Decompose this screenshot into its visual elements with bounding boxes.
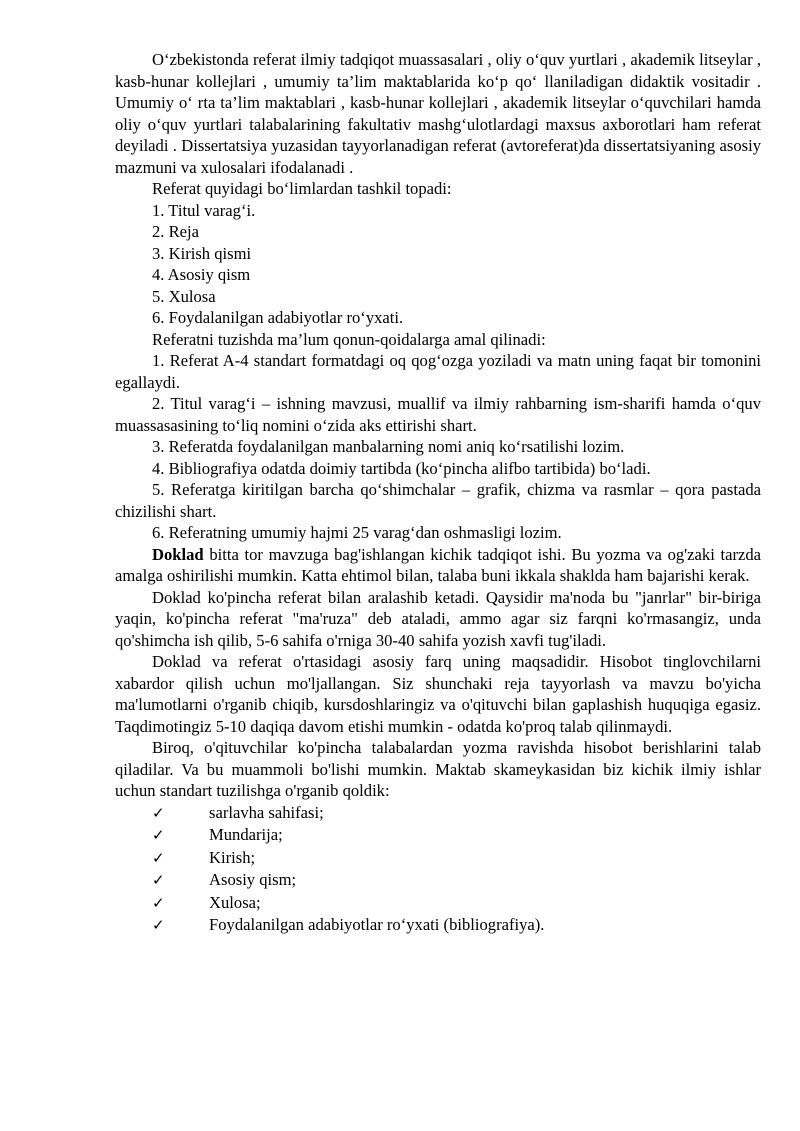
list-item: 6. Referatning umumiy hajmi 25 varag‘dan oshmasligi lozim.: [152, 523, 562, 542]
list-item: 1. Titul varag‘i.: [152, 200, 256, 220]
sections-list: [115, 200, 761, 329]
doklad-definition: [115, 544, 761, 587]
list-item: 1. Referat A-4 standart formatdagi oq qog‘ozga yoziladi va matn uning faqat bir tomonini egallaydi.: [115, 351, 761, 392]
list-item: [115, 914, 761, 937]
checklist-text: Foydalanilgan adabiyotlar ro‘yxati (bibliografiya).: [209, 915, 545, 934]
checklist-text: Xulosa;: [209, 892, 261, 912]
structure-checklist: [115, 802, 761, 937]
list-item: 5. Xulosa: [152, 286, 216, 306]
list-item: [115, 869, 761, 892]
list-item: 4. Bibliografiya odatda doimiy tartibda (ko‘pincha alifbo tartibida) bo‘ladi.: [152, 458, 651, 478]
list-item: 2. Reja: [152, 222, 200, 241]
rules-intro: Referatni tuzishda ma’lum qonun-qoidalarga amal qilinadi:: [152, 329, 546, 349]
intro-paragraph: O‘zbekistonda referat ilmiy tadqiqot muassasalari , oliy o‘quv yurtlari , akademik litseylar , kasb-hunar kollejlari , umumiy ta’lim maktablarida ko‘p qo‘ llaniladigan didaktik vositadir . Umumiy o‘ rta ta’lim maktablari , kasb-hunar kollejlari , akademik litseylar o‘quvchilari hamda oliy o‘quv yurtlari talabalarining fakultativ mashg‘ulotlardagi maxsus axborotlari ham referat deyiladi . Dissertatsiya yuzasidan tayyorlanadigan referat (avtoreferat)da dissertatsiyaning asosiy mazmuni va xulosalari ifodalanadi .: [115, 50, 761, 177]
checklist-text: Asosiy qism;: [209, 870, 297, 889]
checkmark-icon: ✓: [152, 848, 165, 867]
list-item: 6. Foydalanilgan adabiyotlar ro‘yxati.: [152, 308, 404, 327]
checklist-text: Mundarija;: [209, 825, 283, 844]
list-item: 3. Kirish qismi: [152, 243, 252, 263]
doklad-mix-paragraph: Doklad ko'pincha referat bilan aralashib ketadi. Qaysidir ma'noda bu "janrlar" bir-biriga yaqin, ko'pincha referat "ma'ruza" deb ataladi, ammo agar siz farqni ko'rmasangiz, unda qo'shimcha ish qilib, 5-6 sahifa o'rniga 30-40 sahifa yozish xavfi tug'iladi.: [115, 587, 761, 650]
doklad-term: Doklad: [152, 544, 204, 564]
doklad-definition-text: bitta tor mavzuga bag'ishlangan kichik tadqiqot ishi. Bu yozma va og'zaki tarzda amalga oshirilishi mumkin. Katta ehtimol bilan, talaba buni ikkala shaklda ham bajarishi kerak.: [115, 544, 761, 585]
list-item: 2. Titul varag‘i – ishning mavzusi, muallif va ilmiy rahbarning ism-sharifi hamda o‘quv muassasasining to‘liq nomini o‘zida aks ettirishi shart.: [115, 394, 761, 435]
checkmark-icon: ✓: [152, 893, 165, 912]
checkmark-icon: ✓: [152, 916, 165, 934]
sections-intro: Referat quyidagi bo‘limlardan tashkil topadi:: [152, 179, 452, 198]
checkmark-icon: ✓: [152, 871, 165, 889]
list-item: 5. Referatga kiritilgan barcha qo‘shimchalar – grafik, chizma va rasmlar – qora pastada chizilishi shart.: [115, 480, 761, 521]
difference-paragraph: Doklad va referat o'rtasidagi asosiy farq uning maqsadidir. Hisobot tinglovchilarni xabardor qilish uchun mo'ljallangan. Siz shunchaki reja tayyorlash va mavzu bo'yicha ma'lumotlarni o'rganib chiqib, kursdoshlaringiz va o'qituvchi bilan gaplashish huquqiga egasiz. Taqdimotingiz 5-10 daqiqa davom etishi mumkin - odatda ko'proq talab qilinmaydi.: [115, 652, 761, 736]
list-item: [115, 802, 761, 825]
list-item: 4. Asosiy qism: [152, 265, 251, 284]
list-item: 3. Referatda foydalanilgan manbalarning nomi aniq ko‘rsatilishi lozim.: [152, 437, 625, 456]
list-item: [115, 824, 761, 847]
checkmark-icon: ✓: [152, 826, 165, 844]
checklist-text: sarlavha sahifasi;: [209, 802, 324, 822]
checklist-text: Kirish;: [209, 847, 256, 867]
list-item: [115, 892, 761, 915]
checkmark-icon: ✓: [152, 803, 165, 822]
however-paragraph: Biroq, o'qituvchilar ko'pincha talabalardan yozma ravishda hisobot berishlarini talab qiladilar. Va bu muammoli bo'lishi mumkin. Maktab skameykasidan biz kichik ilmiy ishlar uchun standart tuzilishga o'rganib qoldik:: [115, 738, 761, 800]
rules-list: [115, 350, 761, 544]
list-item: [115, 847, 761, 870]
